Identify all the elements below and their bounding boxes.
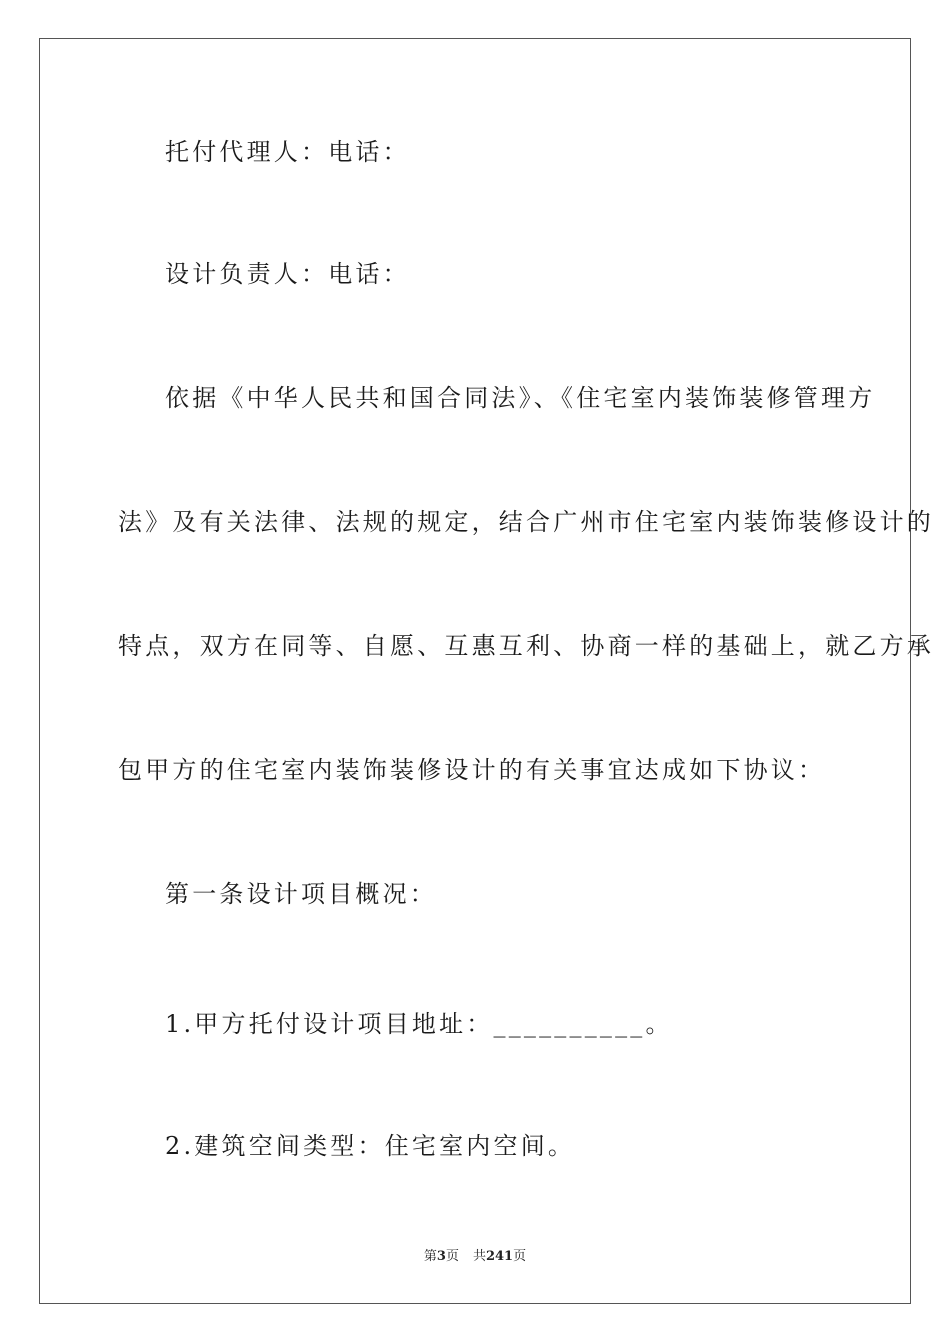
page-footer — [0, 1248, 950, 1266]
footer-page-suffix: 页 — [445, 1249, 459, 1264]
paragraph-designer: 设计负责人：电话： — [165, 260, 410, 288]
paragraph-item-1: 1.甲方托付设计项目地址：__________。 — [165, 1010, 673, 1038]
paragraph-agent: 托付代理人：电话： — [165, 138, 410, 166]
footer-page-number: 3 — [436, 1249, 446, 1264]
footer-total-suffix: 页 — [513, 1249, 527, 1264]
paragraph-article-1: 第一条设计项目概况： — [165, 880, 437, 908]
paragraph-item-2: 2.建筑空间类型：住宅室内空间。 — [165, 1132, 576, 1160]
footer-total-prefix: 共 — [472, 1249, 486, 1264]
paragraph-basis-line-1: 依据《中华人民共和国合同法》、《住宅室内装饰装修管理方 — [165, 384, 876, 412]
footer-total-pages: 241 — [485, 1249, 514, 1264]
page-frame — [39, 38, 934, 1304]
paragraph-basis-line-4: 包甲方的住宅室内装饰装修设计的有关事宜达成如下协议： — [118, 756, 826, 784]
footer-page-prefix: 第 — [423, 1249, 437, 1264]
paragraph-basis-line-3: 特点，双方在同等、自愿、互惠互利、协商一样的基础上，就乙方承 — [118, 632, 934, 660]
paragraph-basis-line-2: 法》及有关法律、法规的规定，结合广州市住宅室内装饰装修设计的 — [118, 508, 934, 536]
